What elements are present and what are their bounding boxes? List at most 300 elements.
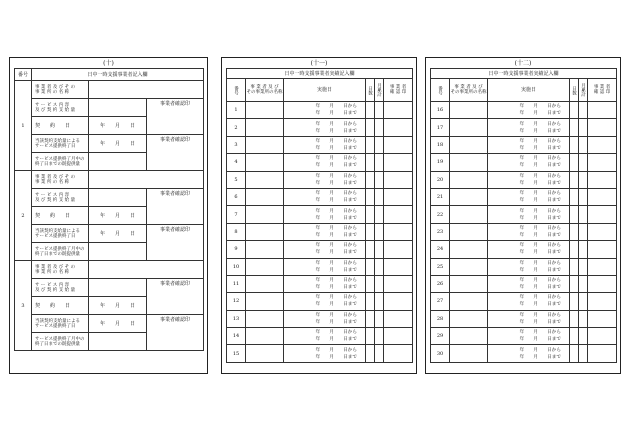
- provider-field[interactable]: [246, 328, 284, 345]
- month-total-field[interactable]: [579, 206, 588, 223]
- date-range-field[interactable]: [284, 136, 366, 153]
- date-to: 年 月 日まで: [519, 215, 561, 221]
- confirm-stamp-field[interactable]: [588, 223, 617, 240]
- confirm-stamp-field[interactable]: [588, 136, 617, 153]
- month-total-field[interactable]: [579, 275, 588, 292]
- date-to: 年 月 日まで: [315, 267, 357, 273]
- row-number: 30: [431, 345, 450, 362]
- day-count-field[interactable]: [366, 345, 375, 362]
- header-days: 実施日: [488, 79, 570, 102]
- day-count-field[interactable]: [570, 206, 579, 223]
- day-count-field[interactable]: [366, 102, 375, 119]
- month-total-field[interactable]: [375, 223, 384, 240]
- contract-date-field[interactable]: 年 月 日: [89, 297, 147, 315]
- date-range-field[interactable]: [284, 345, 366, 362]
- confirm-stamp-field[interactable]: [384, 171, 413, 188]
- row-number: 11: [227, 275, 246, 292]
- record-row: [227, 119, 413, 136]
- date-to: 年 月 日まで: [519, 302, 561, 308]
- date-to: 年 月 日まで: [315, 232, 357, 238]
- date-to: 年 月 日まで: [519, 250, 561, 256]
- confirm-stamp-field[interactable]: [384, 188, 413, 205]
- date-from: 年 月 日から: [519, 104, 561, 110]
- date-range-field[interactable]: [488, 171, 570, 188]
- month-total-field[interactable]: [579, 310, 588, 327]
- day-count-field[interactable]: [570, 154, 579, 171]
- date-range-field[interactable]: [284, 171, 366, 188]
- confirm-stamp-box[interactable]: 事業者確認印: [147, 315, 204, 351]
- day-count-field[interactable]: [366, 188, 375, 205]
- confirm-stamp-field[interactable]: [588, 171, 617, 188]
- date-from: 年 月 日から: [315, 121, 357, 127]
- provider-field[interactable]: [246, 310, 284, 327]
- record-row: [227, 102, 413, 119]
- row-number: 24: [431, 241, 450, 258]
- month-total-field[interactable]: [579, 119, 588, 136]
- date-range-field[interactable]: [284, 293, 366, 310]
- provider-field[interactable]: [246, 241, 284, 258]
- date-to: 年 月 日まで: [315, 337, 357, 343]
- confirm-stamp-field[interactable]: [384, 136, 413, 153]
- date-range-field[interactable]: [284, 188, 366, 205]
- provider-field[interactable]: [246, 206, 284, 223]
- record-row: [227, 275, 413, 292]
- date-to: 年 月 日まで: [519, 285, 561, 291]
- row-number: 18: [431, 136, 450, 153]
- month-total-field[interactable]: [375, 136, 384, 153]
- provider-field[interactable]: [246, 223, 284, 240]
- header-days: 実施日: [284, 79, 366, 102]
- confirm-stamp-field[interactable]: [384, 258, 413, 275]
- row-number: 15: [227, 345, 246, 362]
- date-from: 年 月 日から: [519, 208, 561, 214]
- record-row: [227, 136, 413, 153]
- date-from: 年 月 日から: [315, 104, 357, 110]
- confirm-stamp-box[interactable]: 事業者確認印: [147, 99, 204, 135]
- date-to: 年 月 日まで: [519, 319, 561, 325]
- header-provider: 事 業 者 及 び その事業所の名称: [246, 79, 284, 102]
- date-from: 年 月 日から: [315, 243, 357, 249]
- day-count-field[interactable]: [570, 119, 579, 136]
- date-range-field[interactable]: [284, 241, 366, 258]
- month-total-field[interactable]: [579, 328, 588, 345]
- confirm-stamp-field[interactable]: [588, 258, 617, 275]
- date-to: 年 月 日まで: [315, 145, 357, 151]
- confirm-stamp-field[interactable]: [588, 275, 617, 292]
- header-no: 番号: [227, 79, 246, 102]
- record-table: [430, 68, 617, 363]
- header-confirm: 事 業 者 確 認 印: [384, 79, 413, 102]
- date-range-field[interactable]: [488, 328, 570, 345]
- day-count-field[interactable]: [366, 206, 375, 223]
- record-row: [227, 188, 413, 205]
- header-confirm: 事 業 者 確 認 印: [588, 79, 617, 102]
- day-count-field[interactable]: [366, 119, 375, 136]
- date-range-field[interactable]: [488, 275, 570, 292]
- provider-field[interactable]: [450, 102, 488, 119]
- record-table: [226, 68, 413, 363]
- service-field[interactable]: [89, 189, 147, 207]
- provider-field[interactable]: [246, 119, 284, 136]
- date-range-field[interactable]: [488, 223, 570, 240]
- provider-field[interactable]: [246, 102, 284, 119]
- provider-field[interactable]: [450, 119, 488, 136]
- date-range-field[interactable]: [284, 119, 366, 136]
- confirm-stamp-field[interactable]: [384, 310, 413, 327]
- row-number: 14: [227, 328, 246, 345]
- date-range-field[interactable]: [488, 258, 570, 275]
- end-date-field[interactable]: 年 月 日: [89, 225, 147, 243]
- row-number: 19: [431, 154, 450, 171]
- day-count-field[interactable]: [366, 275, 375, 292]
- date-from: 年 月 日から: [519, 347, 561, 353]
- date-range-field[interactable]: [488, 136, 570, 153]
- day-count-field[interactable]: [570, 328, 579, 345]
- provider-field[interactable]: [450, 223, 488, 240]
- form-page-10: [9, 57, 208, 374]
- date-to: 年 月 日まで: [315, 250, 357, 256]
- confirm-stamp-field[interactable]: [588, 206, 617, 223]
- confirm-stamp-field[interactable]: [588, 293, 617, 310]
- date-to: 年 月 日まで: [519, 145, 561, 151]
- row-number: 8: [227, 223, 246, 240]
- confirm-stamp-field[interactable]: [384, 293, 413, 310]
- used-amount-label: サービス提供終了月中の 終了日までの既提供量: [32, 243, 89, 261]
- date-from: 年 月 日から: [519, 278, 561, 284]
- provider-record-table: [14, 68, 204, 351]
- day-count-field[interactable]: [570, 171, 579, 188]
- confirm-stamp-box[interactable]: 事業者確認印: [147, 189, 204, 225]
- header-count: 日数: [366, 79, 375, 102]
- entry-row: [15, 81, 204, 99]
- record-row: [227, 154, 413, 171]
- day-count-field[interactable]: [570, 345, 579, 362]
- record-row: [431, 154, 617, 171]
- month-total-field[interactable]: [375, 345, 384, 362]
- date-from: 年 月 日から: [519, 156, 561, 162]
- day-count-field[interactable]: [570, 136, 579, 153]
- date-from: 年 月 日から: [519, 225, 561, 231]
- record-row: [227, 293, 413, 310]
- row-number: 22: [431, 206, 450, 223]
- date-range-field[interactable]: [284, 102, 366, 119]
- date-range-field[interactable]: [284, 154, 366, 171]
- date-to: 年 月 日まで: [519, 128, 561, 134]
- date-from: 年 月 日から: [315, 260, 357, 266]
- confirm-stamp-box[interactable]: 事業者確認印: [147, 225, 204, 261]
- provider-field[interactable]: [450, 275, 488, 292]
- row-number: 16: [431, 102, 450, 119]
- date-to: 年 月 日まで: [315, 180, 357, 186]
- service-label: サ ー ビ ス 内 容 及 び 契 約 支 給 量: [32, 189, 89, 207]
- date-range-field[interactable]: [488, 119, 570, 136]
- contract-date-field[interactable]: 年 月 日: [89, 207, 147, 225]
- month-total-field[interactable]: [375, 102, 384, 119]
- confirm-stamp-field[interactable]: [588, 102, 617, 119]
- row-number: 28: [431, 310, 450, 327]
- month-total-field[interactable]: [579, 154, 588, 171]
- record-row: [431, 241, 617, 258]
- table-title: 日中一時支援事業者実績記入欄: [431, 69, 617, 79]
- date-range-field[interactable]: [488, 241, 570, 258]
- date-range-field[interactable]: [488, 154, 570, 171]
- month-total-field[interactable]: [375, 258, 384, 275]
- date-range-field[interactable]: [284, 223, 366, 240]
- month-total-field[interactable]: [375, 293, 384, 310]
- end-date-field[interactable]: 年 月 日: [89, 315, 147, 333]
- entry-number: 1: [15, 81, 32, 171]
- row-number: 27: [431, 293, 450, 310]
- row-number: 5: [227, 171, 246, 188]
- provider-field[interactable]: [246, 171, 284, 188]
- provider-field[interactable]: [246, 188, 284, 205]
- day-count-field[interactable]: [570, 223, 579, 240]
- confirm-stamp-box[interactable]: 事業者確認印: [147, 279, 204, 315]
- provider-field[interactable]: [450, 188, 488, 205]
- row-number: 29: [431, 328, 450, 345]
- date-to: 年 月 日まで: [519, 232, 561, 238]
- provider-name-label: 事 業 者 及 び そ の 事 業 所 の 名 称: [32, 261, 89, 279]
- end-date-field[interactable]: 年 月 日: [89, 135, 147, 153]
- record-row: [431, 119, 617, 136]
- month-total-field[interactable]: [375, 154, 384, 171]
- provider-field[interactable]: [450, 171, 488, 188]
- confirm-stamp-field[interactable]: [588, 154, 617, 171]
- month-total-field[interactable]: [579, 345, 588, 362]
- date-to: 年 月 日まで: [519, 163, 561, 169]
- date-range-field[interactable]: [284, 206, 366, 223]
- used-amount-field[interactable]: [89, 333, 147, 351]
- date-to: 年 月 日まで: [315, 319, 357, 325]
- provider-name-label: 事 業 者 及 び そ の 事 業 所 の 名 称: [32, 81, 89, 99]
- service-label: サ ー ビ ス 内 容 及 び 契 約 支 給 量: [32, 99, 89, 117]
- provider-field[interactable]: [450, 328, 488, 345]
- used-amount-label: サービス提供終了月中の 終了日までの既提供量: [32, 333, 89, 351]
- date-range-field[interactable]: [284, 328, 366, 345]
- date-from: 年 月 日から: [315, 225, 357, 231]
- month-total-field[interactable]: [375, 206, 384, 223]
- date-from: 年 月 日から: [519, 295, 561, 301]
- date-range-field[interactable]: [284, 275, 366, 292]
- row-number: 13: [227, 310, 246, 327]
- page-number: (十二): [514, 60, 532, 67]
- date-from: 年 月 日から: [519, 191, 561, 197]
- entry-number: 2: [15, 171, 32, 261]
- confirm-stamp-field[interactable]: [384, 206, 413, 223]
- date-from: 年 月 日から: [315, 191, 357, 197]
- end-date-label: 当該契約支給量による サービス提供終了日: [32, 225, 89, 243]
- date-from: 年 月 日から: [519, 312, 561, 318]
- record-row: [227, 258, 413, 275]
- date-range-field[interactable]: [488, 102, 570, 119]
- day-count-field[interactable]: [366, 241, 375, 258]
- record-row: [431, 275, 617, 292]
- month-total-field[interactable]: [375, 328, 384, 345]
- month-total-field[interactable]: [375, 119, 384, 136]
- date-to: 年 月 日まで: [315, 285, 357, 291]
- record-row: [431, 188, 617, 205]
- confirm-stamp-field[interactable]: [588, 328, 617, 345]
- confirm-stamp-field[interactable]: [588, 241, 617, 258]
- table-title: 日中一時支援事業者実績記入欄: [227, 69, 413, 79]
- date-from: 年 月 日から: [315, 173, 357, 179]
- date-range-field[interactable]: [284, 310, 366, 327]
- record-row: [227, 241, 413, 258]
- month-total-field[interactable]: [579, 171, 588, 188]
- day-count-field[interactable]: [366, 136, 375, 153]
- provider-field[interactable]: [450, 136, 488, 153]
- provider-field[interactable]: [450, 206, 488, 223]
- provider-field[interactable]: [450, 241, 488, 258]
- form-page-11: [221, 57, 417, 374]
- date-from: 年 月 日から: [519, 243, 561, 249]
- record-row: [227, 223, 413, 240]
- contract-date-label: 契 約 日: [32, 207, 89, 225]
- day-count-field[interactable]: [366, 310, 375, 327]
- date-to: 年 月 日まで: [519, 180, 561, 186]
- day-count-field[interactable]: [366, 171, 375, 188]
- end-date-label: 当該契約支給量による サービス提供終了日: [32, 135, 89, 153]
- used-amount-field[interactable]: [89, 153, 147, 171]
- day-count-field[interactable]: [570, 275, 579, 292]
- confirm-stamp-field[interactable]: [384, 154, 413, 171]
- record-row: [227, 206, 413, 223]
- month-total-field[interactable]: [375, 171, 384, 188]
- date-to: 年 月 日まで: [315, 354, 357, 360]
- service-label: サ ー ビ ス 内 容 及 び 契 約 支 給 量: [32, 279, 89, 297]
- row-number: 7: [227, 206, 246, 223]
- month-total-field[interactable]: [579, 293, 588, 310]
- month-total-field[interactable]: [375, 241, 384, 258]
- day-count-field[interactable]: [570, 293, 579, 310]
- header-count: 日数: [570, 79, 579, 102]
- entry-row: [15, 99, 204, 117]
- header-no: 番号: [15, 69, 32, 81]
- record-row: [431, 171, 617, 188]
- confirm-stamp-field[interactable]: [588, 345, 617, 362]
- row-number: 3: [227, 136, 246, 153]
- page-number: (十): [103, 60, 114, 67]
- day-count-field[interactable]: [366, 223, 375, 240]
- month-total-field[interactable]: [375, 310, 384, 327]
- record-row: [227, 328, 413, 345]
- record-row: [431, 328, 617, 345]
- date-from: 年 月 日から: [519, 260, 561, 266]
- month-total-field[interactable]: [579, 223, 588, 240]
- date-to: 年 月 日まで: [519, 337, 561, 343]
- month-total-field[interactable]: [579, 188, 588, 205]
- provider-name-field[interactable]: [89, 171, 204, 189]
- row-number: 21: [431, 188, 450, 205]
- provider-field[interactable]: [450, 310, 488, 327]
- row-number: 20: [431, 171, 450, 188]
- confirm-stamp-box[interactable]: 事業者確認印: [147, 135, 204, 171]
- month-total-field[interactable]: [375, 275, 384, 292]
- header-no: 番号: [431, 79, 450, 102]
- month-total-field[interactable]: [579, 258, 588, 275]
- confirm-stamp-field[interactable]: [384, 241, 413, 258]
- contract-date-label: 契 約 日: [32, 117, 89, 135]
- date-to: 年 月 日まで: [519, 198, 561, 204]
- day-count-field[interactable]: [366, 154, 375, 171]
- provider-field[interactable]: [450, 293, 488, 310]
- date-from: 年 月 日から: [315, 330, 357, 336]
- date-range-field[interactable]: [284, 258, 366, 275]
- confirm-stamp-field[interactable]: [588, 188, 617, 205]
- entry-row: [15, 225, 204, 243]
- header-month-total: 月累計: [579, 79, 588, 102]
- provider-field[interactable]: [450, 154, 488, 171]
- day-count-field[interactable]: [570, 188, 579, 205]
- date-from: 年 月 日から: [519, 330, 561, 336]
- provider-field[interactable]: [246, 345, 284, 362]
- date-from: 年 月 日から: [519, 121, 561, 127]
- record-row: [227, 345, 413, 362]
- date-range-field[interactable]: [488, 293, 570, 310]
- date-from: 年 月 日から: [315, 138, 357, 144]
- used-amount-field[interactable]: [89, 243, 147, 261]
- month-total-field[interactable]: [579, 136, 588, 153]
- day-count-field[interactable]: [366, 258, 375, 275]
- date-from: 年 月 日から: [315, 278, 357, 284]
- month-total-field[interactable]: [375, 188, 384, 205]
- provider-name-label: 事 業 者 及 び そ の 事 業 所 の 名 称: [32, 171, 89, 189]
- date-range-field[interactable]: [488, 345, 570, 362]
- page-number: (十一): [310, 60, 328, 67]
- provider-field[interactable]: [246, 293, 284, 310]
- provider-field[interactable]: [246, 275, 284, 292]
- confirm-stamp-field[interactable]: [588, 310, 617, 327]
- date-range-field[interactable]: [488, 310, 570, 327]
- confirm-stamp-field[interactable]: [384, 275, 413, 292]
- day-count-field[interactable]: [570, 258, 579, 275]
- confirm-stamp-field[interactable]: [384, 345, 413, 362]
- date-to: 年 月 日まで: [519, 267, 561, 273]
- entry-row: [15, 171, 204, 189]
- provider-field[interactable]: [246, 154, 284, 171]
- provider-field[interactable]: [246, 258, 284, 275]
- date-range-field[interactable]: [488, 206, 570, 223]
- date-to: 年 月 日まで: [315, 302, 357, 308]
- service-field[interactable]: [89, 99, 147, 117]
- date-to: 年 月 日まで: [315, 111, 357, 117]
- confirm-stamp-field[interactable]: [384, 102, 413, 119]
- record-row: [431, 293, 617, 310]
- month-total-field[interactable]: [579, 241, 588, 258]
- service-field[interactable]: [89, 279, 147, 297]
- date-from: 年 月 日から: [315, 295, 357, 301]
- month-total-field[interactable]: [579, 102, 588, 119]
- day-count-field[interactable]: [570, 102, 579, 119]
- provider-field[interactable]: [246, 136, 284, 153]
- date-range-field[interactable]: [488, 188, 570, 205]
- row-number: 6: [227, 188, 246, 205]
- confirm-stamp-field[interactable]: [384, 328, 413, 345]
- provider-name-field[interactable]: [89, 261, 204, 279]
- provider-name-field[interactable]: [89, 81, 204, 99]
- provider-field[interactable]: [450, 258, 488, 275]
- day-count-field[interactable]: [570, 241, 579, 258]
- day-count-field[interactable]: [366, 293, 375, 310]
- provider-field[interactable]: [450, 345, 488, 362]
- date-from: 年 月 日から: [315, 208, 357, 214]
- contract-date-field[interactable]: 年 月 日: [89, 117, 147, 135]
- confirm-stamp-field[interactable]: [588, 119, 617, 136]
- day-count-field[interactable]: [366, 328, 375, 345]
- confirm-stamp-field[interactable]: [384, 119, 413, 136]
- confirm-stamp-field[interactable]: [384, 223, 413, 240]
- day-count-field[interactable]: [570, 310, 579, 327]
